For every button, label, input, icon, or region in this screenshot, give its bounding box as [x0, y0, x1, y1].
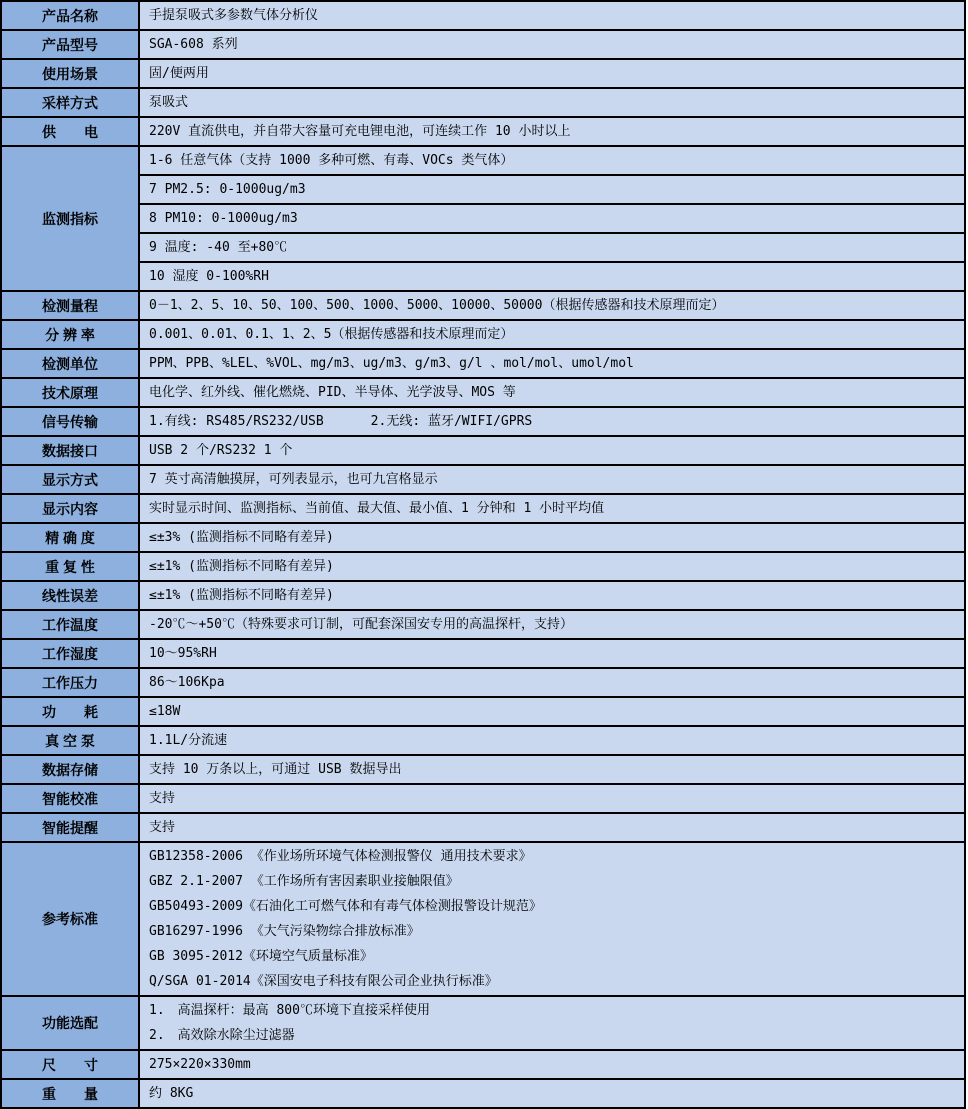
table-row-monitoring-indicators-2	[1, 204, 965, 233]
value-line: 7 英寸高清触摸屏，可列表显示，也可九宫格显示	[149, 472, 438, 487]
row-label-display-mode: 显示方式	[1, 465, 139, 494]
value-line: 0.001、0.01、0.1、1、2、5（根据传感器和技术原理而定）	[149, 327, 514, 342]
table-row-monitoring-indicators-4	[1, 262, 965, 291]
row-value-repeatability	[139, 552, 965, 581]
row-value-smart-reminder	[139, 813, 965, 842]
value-line: GB16297-1996 《大气污染物综合排放标准》	[149, 924, 420, 939]
table-row-smart-calibration	[1, 784, 965, 813]
value-line: 10 湿度 0-100%RH	[149, 269, 269, 284]
row-label-signal-transmission: 信号传输	[1, 407, 139, 436]
value-line: 2. 高效除水除尘过滤器	[149, 1028, 295, 1043]
row-label-power-supply: 供 电	[1, 117, 139, 146]
table-row-accuracy	[1, 523, 965, 552]
row-label-linearity-error: 线性误差	[1, 581, 139, 610]
row-label-working-temperature: 工作温度	[1, 610, 139, 639]
row-label-resolution: 分 辨 率	[1, 320, 139, 349]
value-line: 275×220×330mm	[149, 1057, 251, 1072]
row-value-monitoring-indicators-2	[139, 204, 965, 233]
table-row-product-model	[1, 30, 965, 59]
table-row-working-humidity	[1, 639, 965, 668]
row-value-resolution	[139, 320, 965, 349]
value-line: 手提泵吸式多参数气体分析仪	[149, 8, 319, 23]
row-value-monitoring-indicators-1	[139, 175, 965, 204]
table-row-product-name	[1, 1, 965, 30]
value-line: -20℃～+50℃（特殊要求可订制，可配套深国安专用的高温探杆，支持）	[149, 617, 573, 632]
value-line: 实时显示时间、监测指标、当前值、最大值、最小值、1 分钟和 1 小时平均值	[149, 501, 605, 516]
table-row-smart-reminder	[1, 813, 965, 842]
value-line: 支持	[149, 791, 176, 806]
table-row-technical-principle	[1, 378, 965, 407]
row-label-optional-features: 功能选配	[1, 996, 139, 1050]
row-label-working-humidity: 工作湿度	[1, 639, 139, 668]
row-value-display-content	[139, 494, 965, 523]
value-line: SGA-608 系列	[149, 37, 238, 52]
spec-table-body	[1, 1, 965, 1108]
value-line: Q/SGA 01-2014《深国安电子科技有限公司企业执行标准》	[149, 974, 498, 989]
row-label-smart-calibration: 智能校准	[1, 784, 139, 813]
row-value-power-supply	[139, 117, 965, 146]
value-line: ≤±1% (监测指标不同略有差异)	[149, 588, 334, 603]
value-line: 支持	[149, 820, 176, 835]
row-label-product-name: 产品名称	[1, 1, 139, 30]
value-line: PPM、PPB、%LEL、%VOL、mg/m3、ug/m3、g/m3、g/l 、mol/mol、umol/mol	[149, 356, 634, 371]
table-row-monitoring-indicators-0	[1, 146, 965, 175]
table-row-signal-transmission	[1, 407, 965, 436]
row-value-detection-unit	[139, 349, 965, 378]
value-line: 泵吸式	[149, 95, 189, 110]
value-line: ≤18W	[149, 704, 181, 719]
row-label-data-storage: 数据存储	[1, 755, 139, 784]
row-label-dimensions: 尺 寸	[1, 1050, 139, 1079]
table-row-power-supply	[1, 117, 965, 146]
row-value-working-pressure	[139, 668, 965, 697]
row-value-monitoring-indicators-4	[139, 262, 965, 291]
row-value-sampling-method	[139, 88, 965, 117]
row-label-sampling-method: 采样方式	[1, 88, 139, 117]
row-label-data-interface: 数据接口	[1, 436, 139, 465]
value-line: 1-6 任意气体（支持 1000 多种可燃、有毒、VOCs 类气体）	[149, 153, 514, 168]
value-line: 86～106Kpa	[149, 675, 225, 690]
value-line: 1.有线: RS485/RS232/USB 2.无线: 蓝牙/WIFI/GPRS	[149, 414, 533, 429]
value-line: ≤±3% (监测指标不同略有差异)	[149, 530, 334, 545]
row-value-monitoring-indicators-3	[139, 233, 965, 262]
table-row-display-mode	[1, 465, 965, 494]
row-label-detection-range: 检测量程	[1, 291, 139, 320]
value-line: 0－1、2、5、10、50、100、500、1000、5000、10000、50000（根据传感器和技术原理而定）	[149, 298, 725, 313]
row-label-power-consumption: 功 耗	[1, 697, 139, 726]
row-value-dimensions	[139, 1050, 965, 1079]
row-value-usage-scenario	[139, 59, 965, 88]
row-label-monitoring-indicators: 监测指标	[1, 146, 139, 291]
row-label-product-model: 产品型号	[1, 30, 139, 59]
table-row-optional-features	[1, 996, 965, 1050]
row-value-optional-features	[139, 996, 965, 1050]
value-line: GB50493-2009《石油化工可燃气体和有毒气体检测报警设计规范》	[149, 899, 542, 914]
table-row-working-temperature	[1, 610, 965, 639]
table-row-display-content	[1, 494, 965, 523]
row-value-product-model	[139, 30, 965, 59]
table-row-data-interface	[1, 436, 965, 465]
table-row-data-storage	[1, 755, 965, 784]
row-value-power-consumption	[139, 697, 965, 726]
row-value-linearity-error	[139, 581, 965, 610]
row-value-working-temperature	[139, 610, 965, 639]
value-line: 固/便两用	[149, 66, 209, 81]
row-value-reference-standards	[139, 842, 965, 996]
value-line: GB12358-2006 《作业场所环境气体检测报警仪 通用技术要求》	[149, 849, 532, 864]
row-label-technical-principle: 技术原理	[1, 378, 139, 407]
table-row-power-consumption	[1, 697, 965, 726]
table-row-sampling-method	[1, 88, 965, 117]
table-row-linearity-error	[1, 581, 965, 610]
row-value-working-humidity	[139, 639, 965, 668]
row-label-reference-standards: 参考标准	[1, 842, 139, 996]
table-row-detection-unit	[1, 349, 965, 378]
row-label-smart-reminder: 智能提醒	[1, 813, 139, 842]
row-value-data-interface	[139, 436, 965, 465]
row-label-weight: 重 量	[1, 1079, 139, 1108]
table-row-weight	[1, 1079, 965, 1108]
row-label-repeatability: 重 复 性	[1, 552, 139, 581]
row-value-smart-calibration	[139, 784, 965, 813]
value-line: 1.1L/分流速	[149, 733, 228, 748]
value-line: 电化学、红外线、催化燃烧、PID、半导体、光学波导、MOS 等	[149, 385, 516, 400]
row-label-usage-scenario: 使用场景	[1, 59, 139, 88]
row-value-detection-range	[139, 291, 965, 320]
row-label-display-content: 显示内容	[1, 494, 139, 523]
value-line: 约 8KG	[149, 1086, 194, 1101]
value-line: GB 3095-2012《环境空气质量标准》	[149, 949, 373, 964]
row-value-vacuum-pump	[139, 726, 965, 755]
row-value-technical-principle	[139, 378, 965, 407]
row-value-signal-transmission	[139, 407, 965, 436]
row-label-working-pressure: 工作压力	[1, 668, 139, 697]
row-value-product-name	[139, 1, 965, 30]
row-value-display-mode	[139, 465, 965, 494]
row-value-weight	[139, 1079, 965, 1108]
row-value-accuracy	[139, 523, 965, 552]
table-row-dimensions	[1, 1050, 965, 1079]
row-value-monitoring-indicators-0	[139, 146, 965, 175]
table-row-usage-scenario	[1, 59, 965, 88]
row-label-vacuum-pump: 真 空 泵	[1, 726, 139, 755]
value-line: 10～95%RH	[149, 646, 217, 661]
value-line: 8 PM10: 0-1000ug/m3	[149, 211, 298, 226]
row-label-detection-unit: 检测单位	[1, 349, 139, 378]
value-line: GBZ 2.1-2007 《工作场所有害因素职业接触限值》	[149, 874, 459, 889]
table-row-monitoring-indicators-3	[1, 233, 965, 262]
table-row-resolution	[1, 320, 965, 349]
value-line: 220V 直流供电，并自带大容量可充电锂电池，可连续工作 10 小时以上	[149, 124, 571, 139]
table-row-monitoring-indicators-1	[1, 175, 965, 204]
value-line: ≤±1% (监测指标不同略有差异)	[149, 559, 334, 574]
value-line: 7 PM2.5: 0-1000ug/m3	[149, 182, 306, 197]
value-line: 支持 10 万条以上，可通过 USB 数据导出	[149, 762, 402, 777]
table-row-working-pressure	[1, 668, 965, 697]
table-row-vacuum-pump	[1, 726, 965, 755]
table-row-repeatability	[1, 552, 965, 581]
table-row-reference-standards	[1, 842, 965, 996]
value-line: USB 2 个/RS232 1 个	[149, 443, 293, 458]
table-row-detection-range	[1, 291, 965, 320]
value-line: 9 温度: -40 至+80℃	[149, 240, 288, 255]
row-label-accuracy: 精 确 度	[1, 523, 139, 552]
row-value-data-storage	[139, 755, 965, 784]
value-line: 1. 高温探杆：最高 800℃环境下直接采样使用	[149, 1003, 430, 1018]
